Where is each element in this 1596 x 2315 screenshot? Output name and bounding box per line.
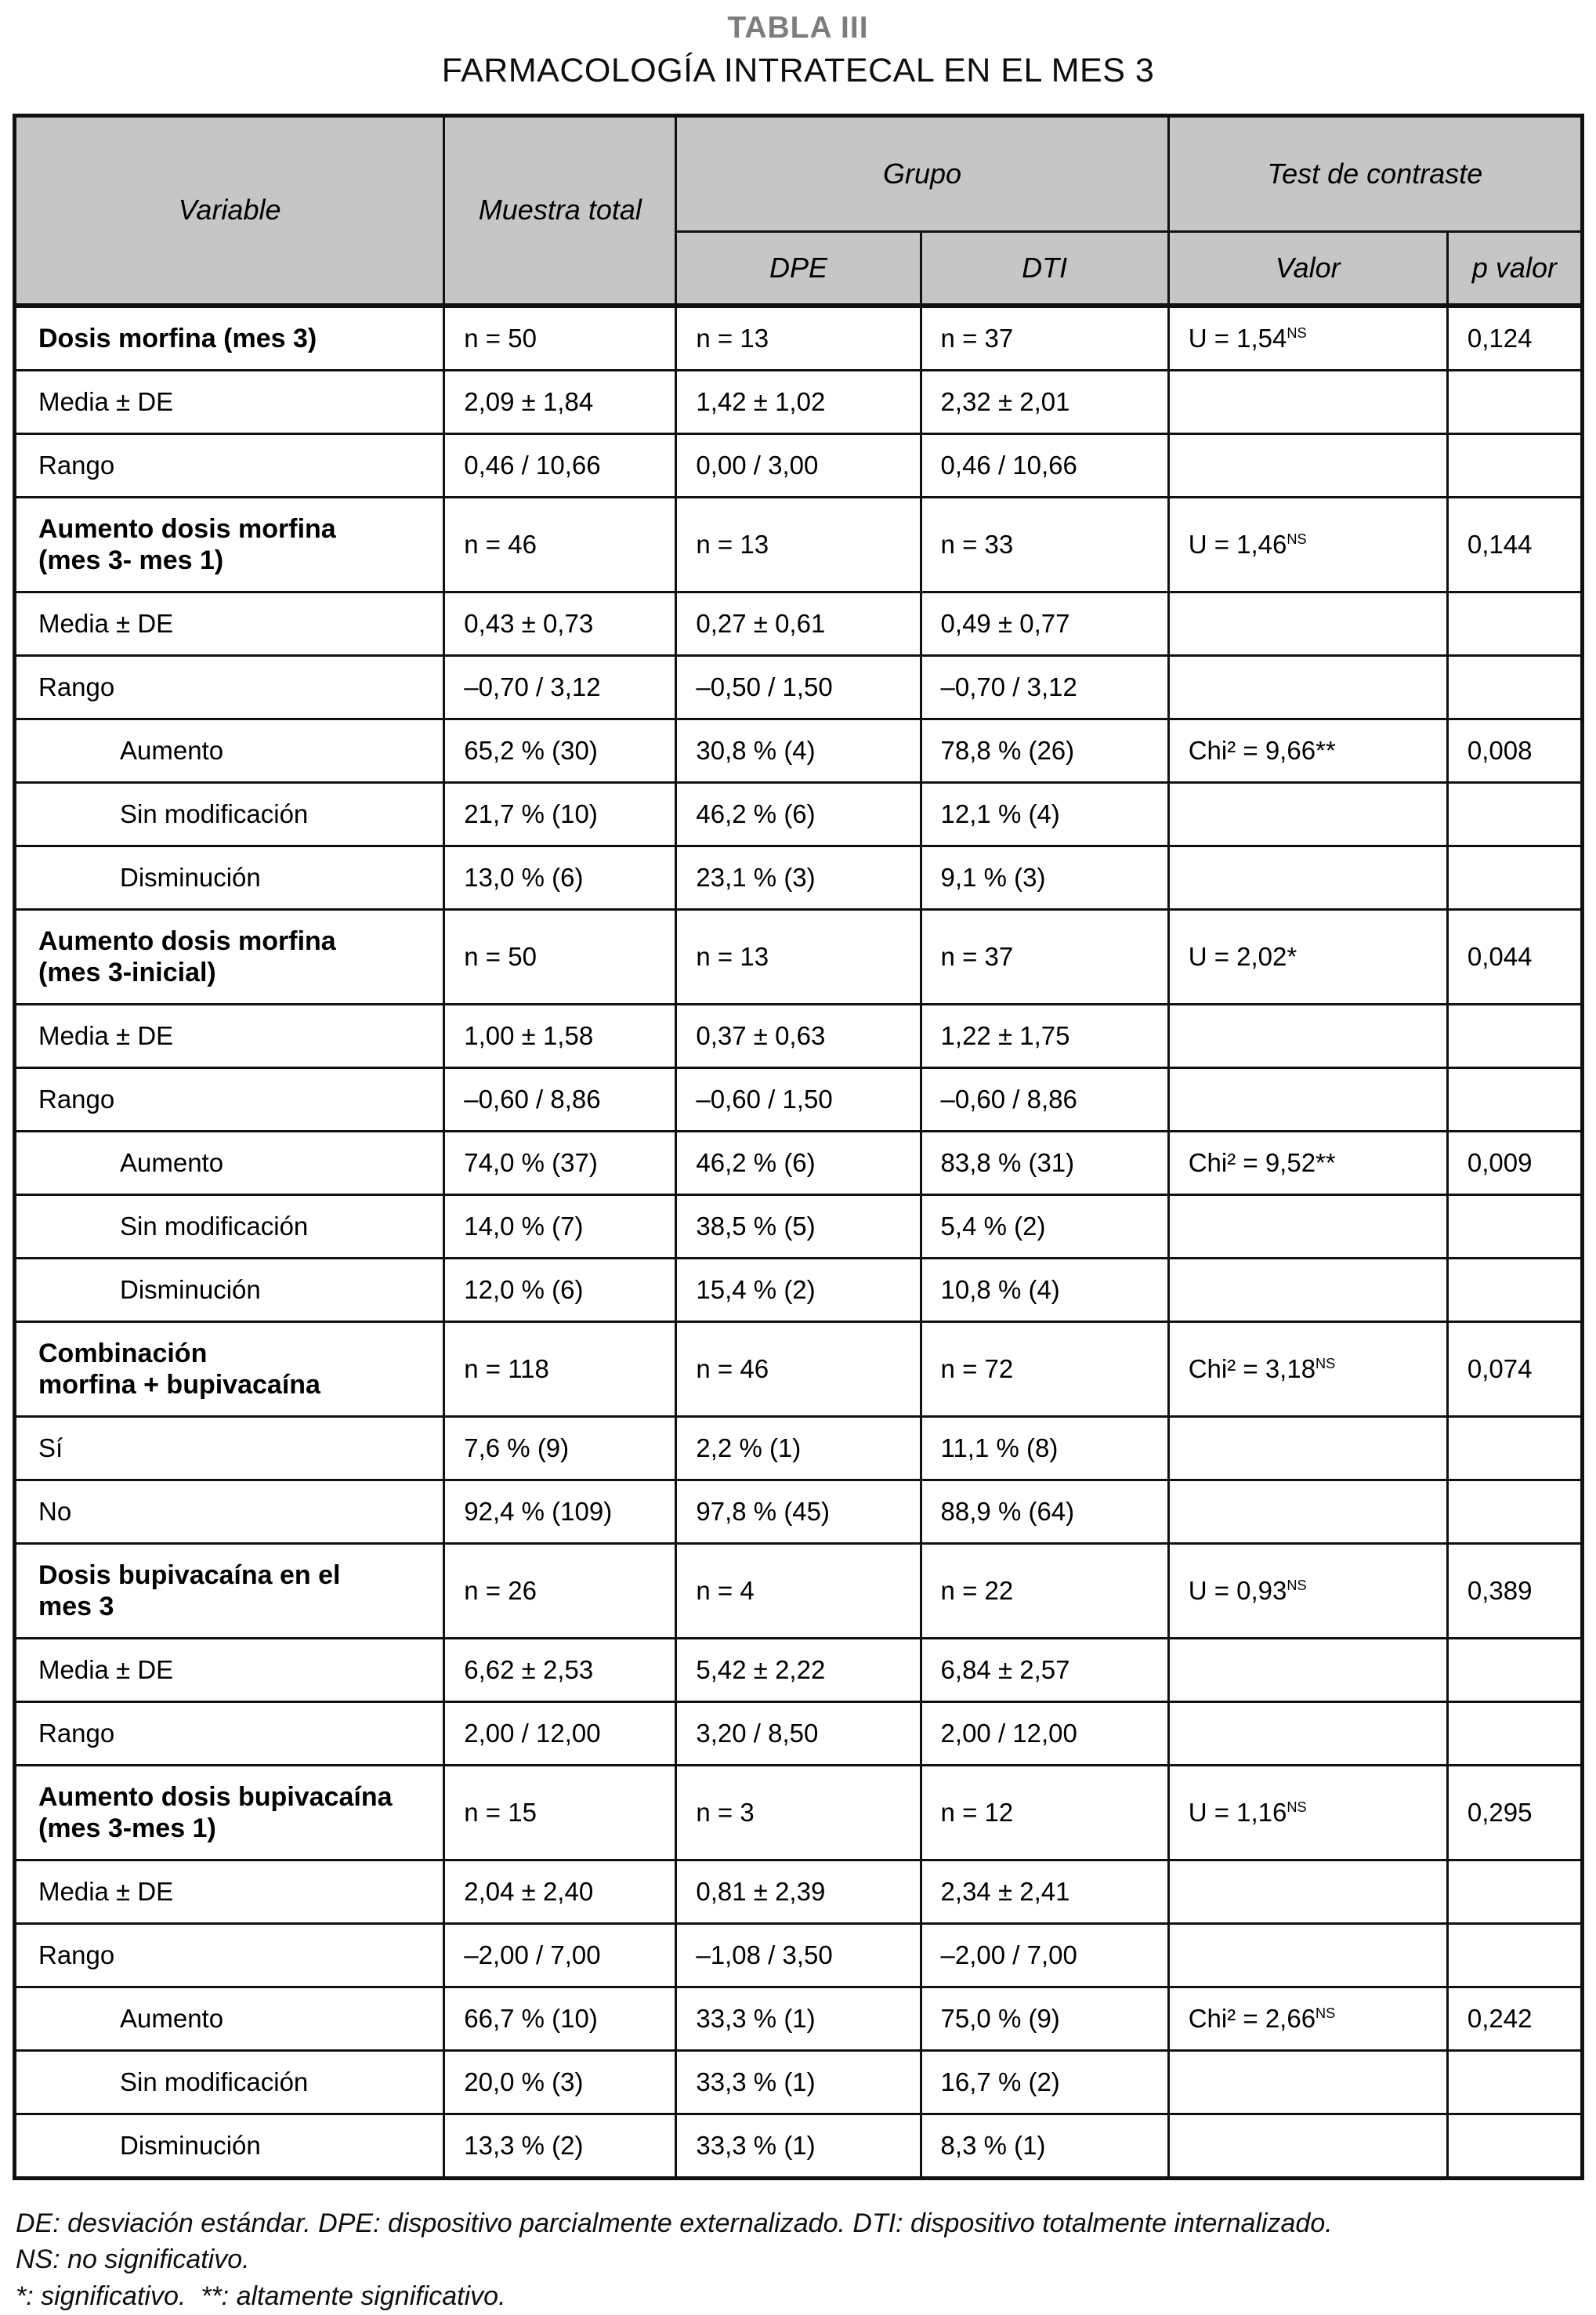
cell-valor [1168,1258,1447,1321]
cell-dti: 1,22 ± 1,75 [921,1004,1168,1067]
cell-dti: 9,1 % (3) [921,846,1168,909]
header-dpe: DPE [676,232,921,306]
cell-p-valor [1447,433,1582,497]
cell-muestra-total: –0,60 / 8,86 [444,1067,676,1131]
cell-dpe: 33,3 % (1) [676,2114,921,2178]
cell-dpe: 1,42 ± 1,02 [676,370,921,433]
cell-variable: Sí [15,1416,444,1480]
cell-p-valor [1447,1701,1582,1765]
cell-muestra-total: 92,4 % (109) [444,1480,676,1543]
cell-muestra-total: n = 26 [444,1543,676,1638]
cell-variable: Sin modificación [15,782,444,846]
footnote-ns: NS: no significativo. [16,2241,1580,2278]
footnote-significance: *: significativo. **: altamente significativo. [16,2278,1580,2315]
table-row [15,1258,1583,1321]
header-variable: Variable [15,116,444,306]
cell-dpe: 30,8 % (4) [676,719,921,782]
table-row [15,306,1583,371]
table-subtitle: FARMACOLOGÍA INTRATECAL EN EL MES 3 [0,52,1596,90]
header-grupo: Grupo [676,116,1168,232]
cell-dpe: 46,2 % (6) [676,782,921,846]
cell-muestra-total: n = 118 [444,1321,676,1416]
header-row-top [15,116,1583,232]
cell-variable: Media ± DE [15,370,444,433]
valor-superscript: NS [1287,325,1306,341]
cell-dpe: n = 3 [676,1765,921,1860]
cell-p-valor [1447,1923,1582,1987]
table-row [15,2050,1583,2114]
cell-dti: n = 12 [921,1765,1168,1860]
cell-muestra-total: 74,0 % (37) [444,1131,676,1194]
cell-variable: Combinación morfina + bupivacaína [15,1321,444,1416]
cell-dpe: 38,5 % (5) [676,1194,921,1258]
cell-variable: Disminución [15,2114,444,2178]
cell-muestra-total: 0,46 / 10,66 [444,433,676,497]
cell-variable: Aumento [15,1131,444,1194]
table-row [15,719,1583,782]
cell-p-valor: 0,044 [1447,909,1582,1004]
cell-p-valor [1447,782,1582,846]
table-row [15,1321,1583,1416]
cell-valor [1168,655,1447,719]
cell-p-valor [1447,1638,1582,1701]
table-row [15,1543,1583,1638]
cell-valor [1168,433,1447,497]
cell-dpe: 3,20 / 8,50 [676,1701,921,1765]
table-row [15,846,1583,909]
header-test-contraste: Test de contraste [1168,116,1582,232]
cell-dpe: –1,08 / 3,50 [676,1923,921,1987]
cell-muestra-total: 65,2 % (30) [444,719,676,782]
cell-dpe: 33,3 % (1) [676,2050,921,2114]
cell-muestra-total: 0,43 ± 0,73 [444,592,676,655]
table-title: TABLA III [0,11,1596,45]
cell-dti: 16,7 % (2) [921,2050,1168,2114]
table-row [15,592,1583,655]
cell-muestra-total: n = 50 [444,909,676,1004]
header-muestra-total: Muestra total [444,116,676,306]
cell-variable: Sin modificación [15,2050,444,2114]
cell-p-valor [1447,1480,1582,1543]
table-row [15,1701,1583,1765]
cell-variable: No [15,1480,444,1543]
cell-variable: Aumento dosis morfina (mes 3- mes 1) [15,497,444,592]
cell-dti: 10,8 % (4) [921,1258,1168,1321]
cell-dti: 78,8 % (26) [921,719,1168,782]
cell-dti: 5,4 % (2) [921,1194,1168,1258]
cell-p-valor [1447,2114,1582,2178]
cell-valor: Chi² = 9,66** [1168,719,1447,782]
cell-valor: $Chi^2 = 3,18^{NS}$ [1168,1321,1447,1416]
cell-p-valor [1447,1004,1582,1067]
cell-dti: 8,3 % (1) [921,2114,1168,2178]
cell-dti: 12,1 % (4) [921,782,1168,846]
cell-p-valor: 0,008 [1447,719,1582,782]
cell-dti: n = 72 [921,1321,1168,1416]
cell-valor [1168,1194,1447,1258]
cell-p-valor: 0,144 [1447,497,1582,592]
cell-muestra-total: 12,0 % (6) [444,1258,676,1321]
cell-dti: 6,84 ± 2,57 [921,1638,1168,1701]
cell-valor [1168,1701,1447,1765]
cell-dpe: 46,2 % (6) [676,1131,921,1194]
cell-valor [1168,1638,1447,1701]
pharmacology-table [13,114,1584,2180]
cell-p-valor [1447,2050,1582,2114]
cell-dti: –0,70 / 3,12 [921,655,1168,719]
table-row [15,1638,1583,1701]
cell-variable: Dosis morfina (mes 3) [15,306,444,371]
cell-p-valor [1447,655,1582,719]
cell-p-valor: 0,295 [1447,1765,1582,1860]
cell-dpe: n = 46 [676,1321,921,1416]
cell-variable: Media ± DE [15,1638,444,1701]
cell-dpe: n = 13 [676,306,921,371]
title-block [0,0,1596,90]
cell-dpe: 0,81 ± 2,39 [676,1860,921,1923]
cell-variable: Rango [15,1067,444,1131]
table-row [15,909,1583,1004]
footnote-abbreviations: DE: desviación estándar. DPE: dispositivo parcialmente externalizado. DTI: dispositivo totalmente internalizado. [16,2205,1580,2242]
cell-valor [1168,2050,1447,2114]
cell-variable: Media ± DE [15,1860,444,1923]
cell-p-valor: 0,074 [1447,1321,1582,1416]
cell-dti: –2,00 / 7,00 [921,1923,1168,1987]
cell-muestra-total: –2,00 / 7,00 [444,1923,676,1987]
cell-muestra-total: n = 15 [444,1765,676,1860]
cell-muestra-total: 2,04 ± 2,40 [444,1860,676,1923]
cell-valor [1168,846,1447,909]
cell-dpe: 0,27 ± 0,61 [676,592,921,655]
cell-p-valor [1447,370,1582,433]
cell-valor [1168,1004,1447,1067]
table-row [15,1004,1583,1067]
valor-superscript: NS [1287,1799,1306,1815]
cell-dpe: –0,50 / 1,50 [676,655,921,719]
cell-dti: 0,49 ± 0,77 [921,592,1168,655]
cell-dti: 88,9 % (64) [921,1480,1168,1543]
table-row [15,782,1583,846]
cell-p-valor [1447,846,1582,909]
cell-valor [1168,782,1447,846]
cell-muestra-total: 66,7 % (10) [444,1987,676,2050]
cell-valor [1168,1860,1447,1923]
table-body [15,306,1583,2179]
table-row [15,1131,1583,1194]
cell-dpe: 0,37 ± 0,63 [676,1004,921,1067]
table-row [15,433,1583,497]
cell-p-valor [1447,592,1582,655]
cell-muestra-total: 13,3 % (2) [444,2114,676,2178]
header-dti: DTI [921,232,1168,306]
cell-variable: Rango [15,655,444,719]
cell-p-valor: 0,009 [1447,1131,1582,1194]
valor-superscript: NS [1287,1578,1306,1593]
table-row [15,1480,1583,1543]
cell-variable: Aumento dosis morfina (mes 3-inicial) [15,909,444,1004]
table-row [15,1987,1583,2050]
cell-valor: $Chi^2 = 2,66^{NS}$ [1168,1987,1447,2050]
cell-dpe: 97,8 % (45) [676,1480,921,1543]
cell-dti: 2,00 / 12,00 [921,1701,1168,1765]
table-header [15,116,1583,306]
cell-dti: 11,1 % (8) [921,1416,1168,1480]
cell-valor: $U = 0,93^{NS}$ [1168,1543,1447,1638]
table-row [15,655,1583,719]
cell-dpe: n = 13 [676,497,921,592]
cell-variable: Rango [15,1923,444,1987]
cell-dpe: 0,00 / 3,00 [676,433,921,497]
cell-variable: Media ± DE [15,1004,444,1067]
cell-muestra-total: n = 50 [444,306,676,371]
cell-dpe: 23,1 % (3) [676,846,921,909]
cell-valor: U = 2,02* [1168,909,1447,1004]
cell-muestra-total: 21,7 % (10) [444,782,676,846]
cell-p-valor [1447,1416,1582,1480]
cell-valor [1168,1480,1447,1543]
cell-dpe: 2,2 % (1) [676,1416,921,1480]
cell-dpe: n = 4 [676,1543,921,1638]
cell-dti: n = 37 [921,909,1168,1004]
header-p-valor: p valor [1447,232,1582,306]
cell-dpe: n = 13 [676,909,921,1004]
cell-variable: Disminución [15,1258,444,1321]
cell-valor [1168,2114,1447,2178]
cell-valor: $U = 1,46^{NS}$ [1168,497,1447,592]
cell-dti: 0,46 / 10,66 [921,433,1168,497]
cell-variable: Disminución [15,846,444,909]
cell-muestra-total: n = 46 [444,497,676,592]
cell-dti: –0,60 / 8,86 [921,1067,1168,1131]
cell-p-valor [1447,1860,1582,1923]
cell-variable: Rango [15,1701,444,1765]
cell-dti: 2,32 ± 2,01 [921,370,1168,433]
footnotes [16,2205,1580,2315]
cell-muestra-total: –0,70 / 3,12 [444,655,676,719]
cell-dti: n = 22 [921,1543,1168,1638]
valor-superscript: NS [1316,2005,1335,2021]
cell-variable: Aumento dosis bupivacaína (mes 3-mes 1) [15,1765,444,1860]
cell-variable: Rango [15,433,444,497]
cell-variable: Aumento [15,719,444,782]
cell-dpe: 5,42 ± 2,22 [676,1638,921,1701]
cell-p-valor: 0,124 [1447,306,1582,371]
cell-valor: Chi² = 9,52** [1168,1131,1447,1194]
cell-valor: $U = 1,54^{NS}$ [1168,306,1447,371]
cell-muestra-total: 7,6 % (9) [444,1416,676,1480]
cell-variable: Aumento [15,1987,444,2050]
cell-variable: Media ± DE [15,592,444,655]
cell-dpe: 15,4 % (2) [676,1258,921,1321]
cell-p-valor: 0,389 [1447,1543,1582,1638]
cell-dti: 83,8 % (31) [921,1131,1168,1194]
cell-dti: n = 37 [921,306,1168,371]
cell-p-valor [1447,1194,1582,1258]
cell-muestra-total: 20,0 % (3) [444,2050,676,2114]
valor-superscript: NS [1287,531,1306,547]
cell-valor: $U = 1,16^{NS}$ [1168,1765,1447,1860]
table-row [15,1923,1583,1987]
cell-muestra-total: 13,0 % (6) [444,846,676,909]
table-row [15,1860,1583,1923]
valor-superscript: NS [1316,1356,1335,1371]
cell-dpe: 33,3 % (1) [676,1987,921,2050]
cell-valor [1168,1416,1447,1480]
cell-valor [1168,370,1447,433]
cell-p-valor [1447,1258,1582,1321]
cell-valor [1168,1923,1447,1987]
table-row [15,1765,1583,1860]
cell-dti: n = 33 [921,497,1168,592]
table-row [15,1194,1583,1258]
cell-variable: Sin modificación [15,1194,444,1258]
cell-muestra-total: 6,62 ± 2,53 [444,1638,676,1701]
table-row [15,2114,1583,2178]
cell-dti: 75,0 % (9) [921,1987,1168,2050]
table-row [15,1067,1583,1131]
header-valor: Valor [1168,232,1447,306]
cell-muestra-total: 2,09 ± 1,84 [444,370,676,433]
cell-dpe: –0,60 / 1,50 [676,1067,921,1131]
cell-dti: 2,34 ± 2,41 [921,1860,1168,1923]
table-row [15,497,1583,592]
cell-p-valor [1447,1067,1582,1131]
cell-muestra-total: 2,00 / 12,00 [444,1701,676,1765]
table-row [15,1416,1583,1480]
cell-valor [1168,592,1447,655]
cell-muestra-total: 14,0 % (7) [444,1194,676,1258]
cell-muestra-total: 1,00 ± 1,58 [444,1004,676,1067]
table-row [15,370,1583,433]
cell-valor [1168,1067,1447,1131]
cell-variable: Dosis bupivacaína en el mes 3 [15,1543,444,1638]
cell-p-valor: 0,242 [1447,1987,1582,2050]
